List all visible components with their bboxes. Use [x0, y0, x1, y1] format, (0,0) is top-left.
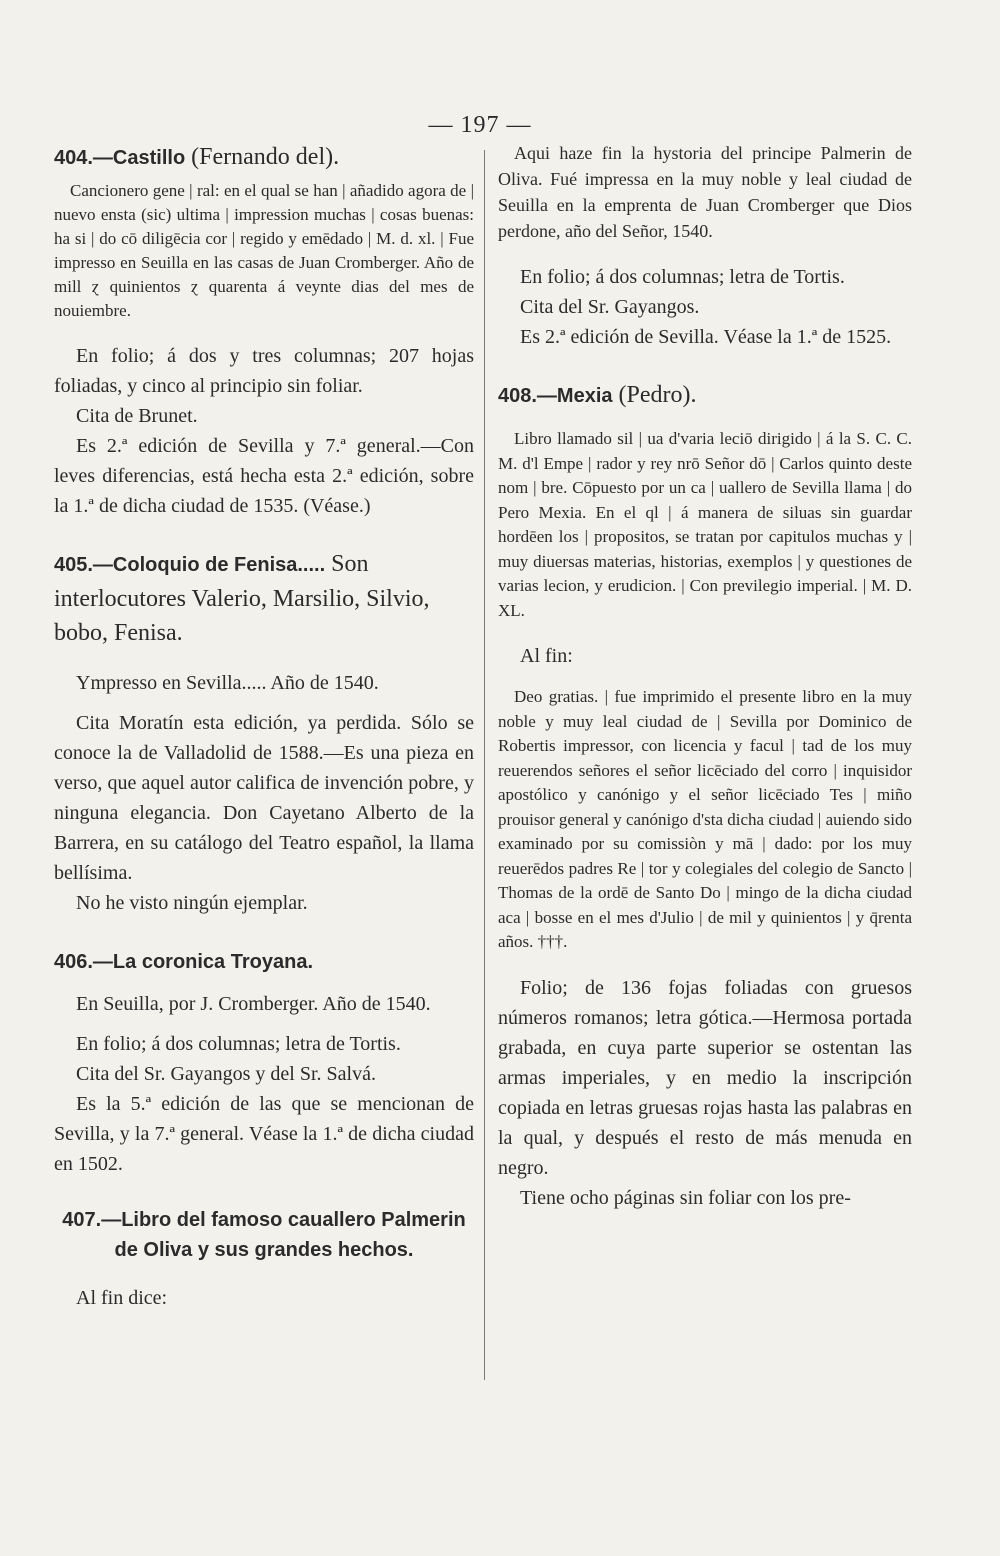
entry-407-citation: Cita del Sr. Gayangos. — [520, 296, 700, 318]
entry-404-author: (Fernando del). — [185, 144, 340, 170]
left-column — [54, 140, 474, 1313]
entry-406-citation: Cita del Sr. Gayangos y del Sr. Salvá. — [76, 1063, 376, 1085]
entry-405-description: Son interlocutores Valerio, Marsilio, Silvio, bobo, Fenisa. — [54, 551, 430, 646]
entry-408-colophon-intro: Al fin: — [520, 645, 573, 667]
entry-404-citation: Cita de Brunet. — [76, 405, 198, 427]
entry-405-imprint: Ympresso en Sevilla..... Año de 1540. — [76, 672, 379, 694]
entry-405-note: Cita Moratín esta edición, ya perdida. Sólo se conoce la de Valladolid de 1588.—Es una pieza en verso, que aquel autor califica de invención pobre, y ninguna elegancia. Don Cayetano Alberto de la Barrera, en su catálogo del Teatro español, la llama bellísima. — [54, 712, 474, 884]
entry-406-imprint: En Seuilla, por J. Cromberger. Año de 1540. — [76, 993, 431, 1015]
entry-408-colophon: Deo gratias. | fue imprimido el presente libro en la muy noble y muy leal ciudad de | Sevilla por Dominico de Robertis impressor, con licencia y facul | tad de los muy reuerendos señores el señor licēciado del corro | inquisidor apostólico y canónigo y el señor licēciado Tes | miño prouisor general y canónigo d'sta dicha ciudad | auiendo sido examinado por su comissiòn y mā | dado: por los muy reuerēdos padres Re | tor y colegiales del colegio de Sancto | Thomas de la ordē de Santo Do | mingo de la dicha ciudad aca | bosse en el mes d'Julio | de mil y quinientos | y q̄renta años. †††. — [498, 687, 912, 951]
entry-407-note: Es 2.ª edición de Sevilla. Véase la 1.ª de 1525. — [520, 326, 892, 348]
entry-408-continuation: Tiene ocho páginas sin foliar con los pre- — [520, 1186, 851, 1209]
entry-404-number: 404.—Castillo — [54, 147, 186, 169]
entry-405-heading — [54, 547, 474, 650]
entry-406-note: Es la 5.ª edición de las que se mencionan de Sevilla, y la 7.ª general. Véase la 1.ª de dicha ciudad en 1502. — [54, 1093, 474, 1175]
entry-405-remark: No he visto ningún ejemplar. — [76, 892, 308, 914]
entry-408-heading — [498, 378, 912, 413]
entry-404-heading — [54, 140, 474, 175]
entry-404-format: En folio; á dos y tres columnas; 207 hojas foliadas, y cinco al principio sin foliar. — [54, 345, 474, 397]
entry-408-title: Libro llamado sil | ua d'varia leciō dirigido | á la S. C. C. M. d'l Empe | rador y rey nrō Señor dō | Carlos quinto deste nom | bre. Cōpuesto por un ca | uallero de Sevilla llama | do Pero Mexia. En el ql | á manera de siluas sin guardar hordēen los | propositos, se tratan por capitulos muchas y | muy diuersas materias, historias, exemplos | y questiones de varias lecion, y erudicion. | Con previlegio imperial. | M. D. XL. — [498, 429, 912, 620]
entry-407-heading-line2: de Oliva y sus grandes hechos. — [114, 1239, 414, 1261]
entry-407-colophon: Aqui haze fin la hystoria del principe Palmerin de Oliva. Fué impressa en la muy noble y leal ciudad de Seuilla en la emprenta de Juan Cromberger que Dios perdone, año del Señor, 1540. — [498, 143, 912, 241]
entry-407-format: En folio; á dos columnas; letra de Tortis. — [520, 266, 845, 288]
entry-407-colophon-intro: Al fin dice: — [76, 1287, 168, 1309]
entry-404-title: Cancionero gene | ral: en el qual se han | añadido agora de | nuevo ensta (sic) ultima | impression muchas | cosas buenas: ha si | do cō diligēcia cor | regido y emēdado | M. d. xl. | Fue impresso en Seuilla en las casas de Juan Cromberger. Año de mill ɀ quinientos ɀ quarenta á veynte dias del mes de nouiembre. — [54, 181, 474, 320]
entry-404-note: Es 2.ª edición de Sevilla y 7.ª general.—Con leves diferencias, está hecha esta 2.ª edición, sobre la 1.ª de dicha ciudad de 1535. (Véase.) — [54, 435, 474, 517]
right-column — [498, 140, 912, 1213]
entry-406-heading — [54, 944, 474, 979]
entry-406-number: 406.—La coronica Troyana. — [54, 951, 313, 973]
entry-408-author: (Pedro). — [612, 382, 697, 408]
entry-407-heading-line1: 407.—Libro del famoso cauallero Palmerin — [62, 1209, 466, 1231]
column-divider — [484, 150, 485, 1380]
entry-408-number: 408.—Mexia — [498, 385, 613, 407]
entry-408-description: Folio; de 136 fojas foliadas con gruesos números romanos; letra gótica.—Hermosa portada grabada, en cuya parte superior se ostentan las armas imperiales, y en medio la inscripción copiada en letras gruesas rojas hasta las palabras en la qual, y después el resto de más menuda en negro. — [498, 976, 912, 1179]
entry-406-format: En folio; á dos columnas; letra de Tortis. — [76, 1033, 401, 1055]
page-number: — 197 — — [428, 112, 532, 138]
entry-405-number: 405.—Coloquio de Fenisa..... — [54, 554, 326, 576]
